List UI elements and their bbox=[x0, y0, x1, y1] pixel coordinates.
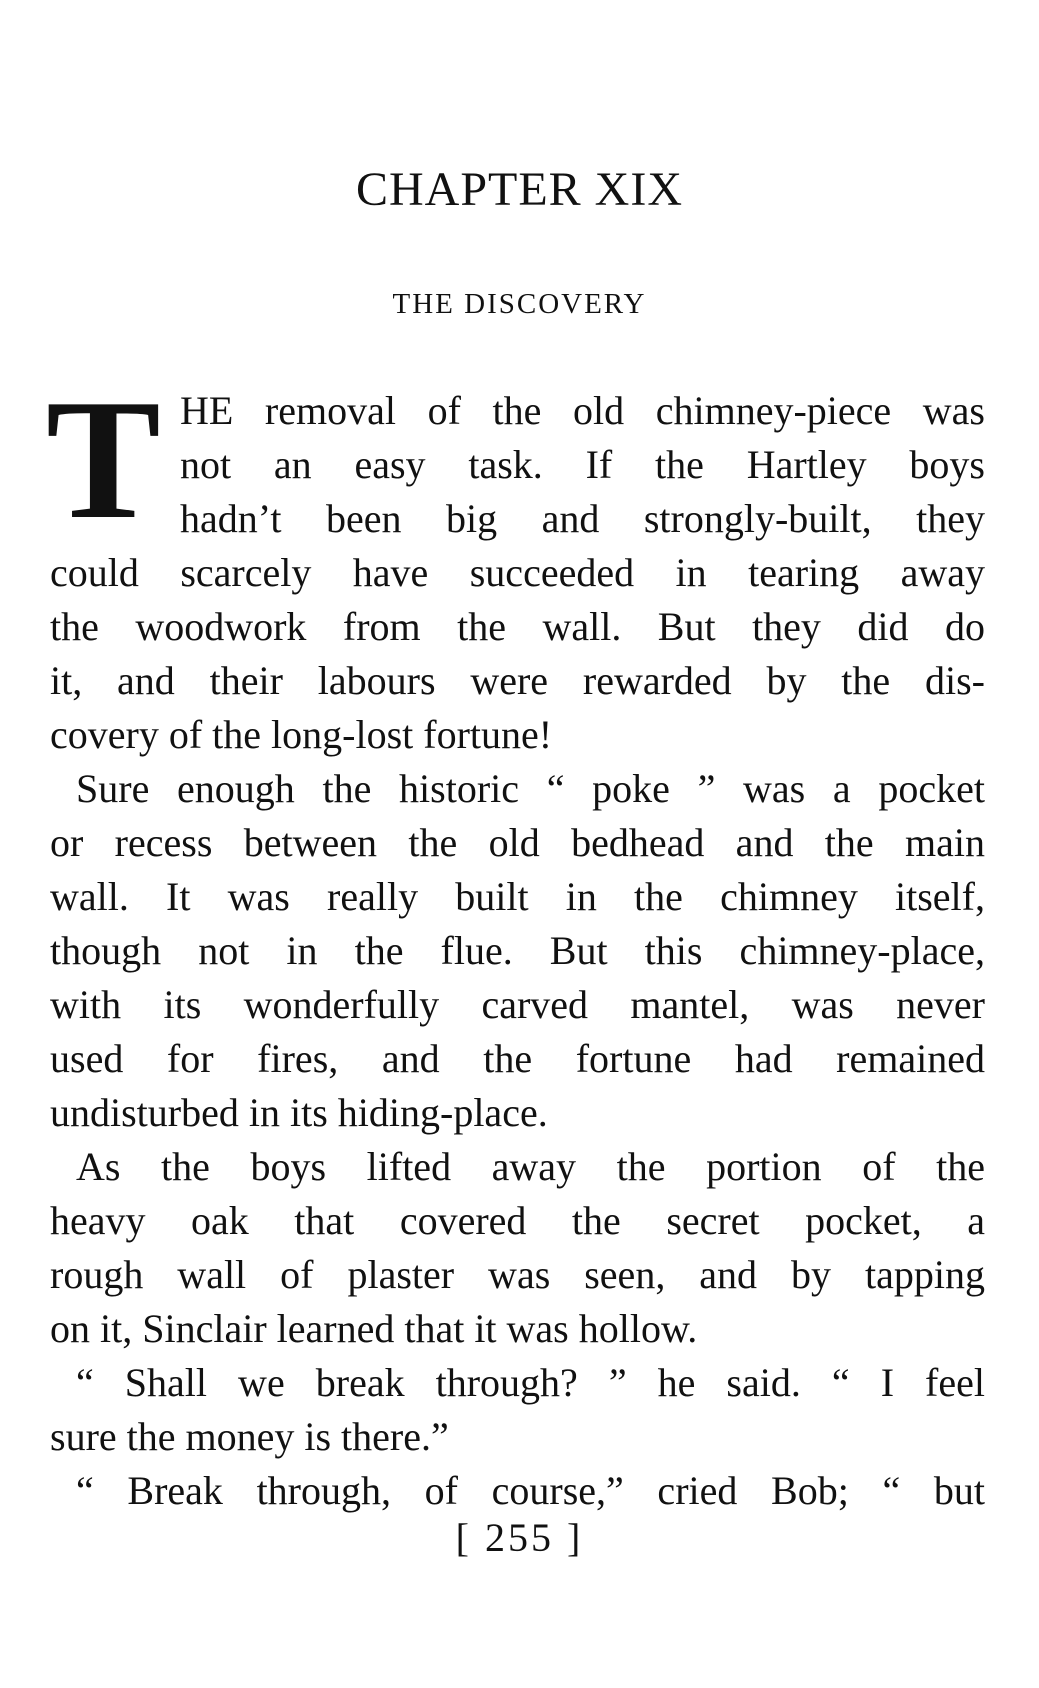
body-text bbox=[50, 384, 985, 1518]
text-line: the woodwork from the wall. But they did do bbox=[50, 604, 985, 649]
text-line: wall. It was really built in the chimney itself, bbox=[50, 874, 985, 919]
text-line: rough wall of plaster was seen, and by tapping bbox=[50, 1252, 985, 1297]
text-line: As the boys lifted away the portion of the bbox=[76, 1144, 985, 1189]
text-line: or recess between the old bedhead and the main bbox=[50, 820, 985, 865]
text-line: could scarcely have succeeded in tearing away bbox=[50, 550, 985, 595]
text-line: hadn’t been big and strongly-built, they bbox=[180, 496, 985, 541]
text-line: though not in the flue. But this chimney-place, bbox=[50, 928, 985, 973]
text-line: “ Shall we break through? ” he said. “ I feel bbox=[76, 1360, 985, 1405]
text-line: with its wonderfully carved mantel, was never bbox=[50, 982, 985, 1027]
text-line: used for fires, and the fortune had remained bbox=[50, 1036, 985, 1081]
text-line: HE removal of the old chimney-piece was bbox=[180, 388, 985, 433]
page-number: [ 255 ] bbox=[455, 1515, 584, 1560]
text-line: on it, Sinclair learned that it was hollow. bbox=[50, 1306, 698, 1351]
text-line: heavy oak that covered the secret pocket, a bbox=[50, 1198, 985, 1243]
drop-cap-letter: T bbox=[46, 365, 161, 555]
text-line: sure the money is there.” bbox=[50, 1414, 449, 1459]
text-line: “ Break through, of course,” cried Bob; “ but bbox=[76, 1468, 985, 1513]
chapter-subtitle: THE DISCOVERY bbox=[392, 288, 647, 320]
text-line: not an easy task. If the Hartley boys bbox=[180, 442, 985, 487]
chapter-title: CHAPTER XIX bbox=[355, 163, 683, 216]
text-line: Sure enough the historic “ poke ” was a pocket bbox=[76, 766, 985, 811]
text-line: undisturbed in its hiding-place. bbox=[50, 1090, 548, 1135]
text-line: it, and their labours were rewarded by the dis- bbox=[50, 658, 985, 703]
text-line: covery of the long-lost fortune! bbox=[50, 712, 553, 757]
